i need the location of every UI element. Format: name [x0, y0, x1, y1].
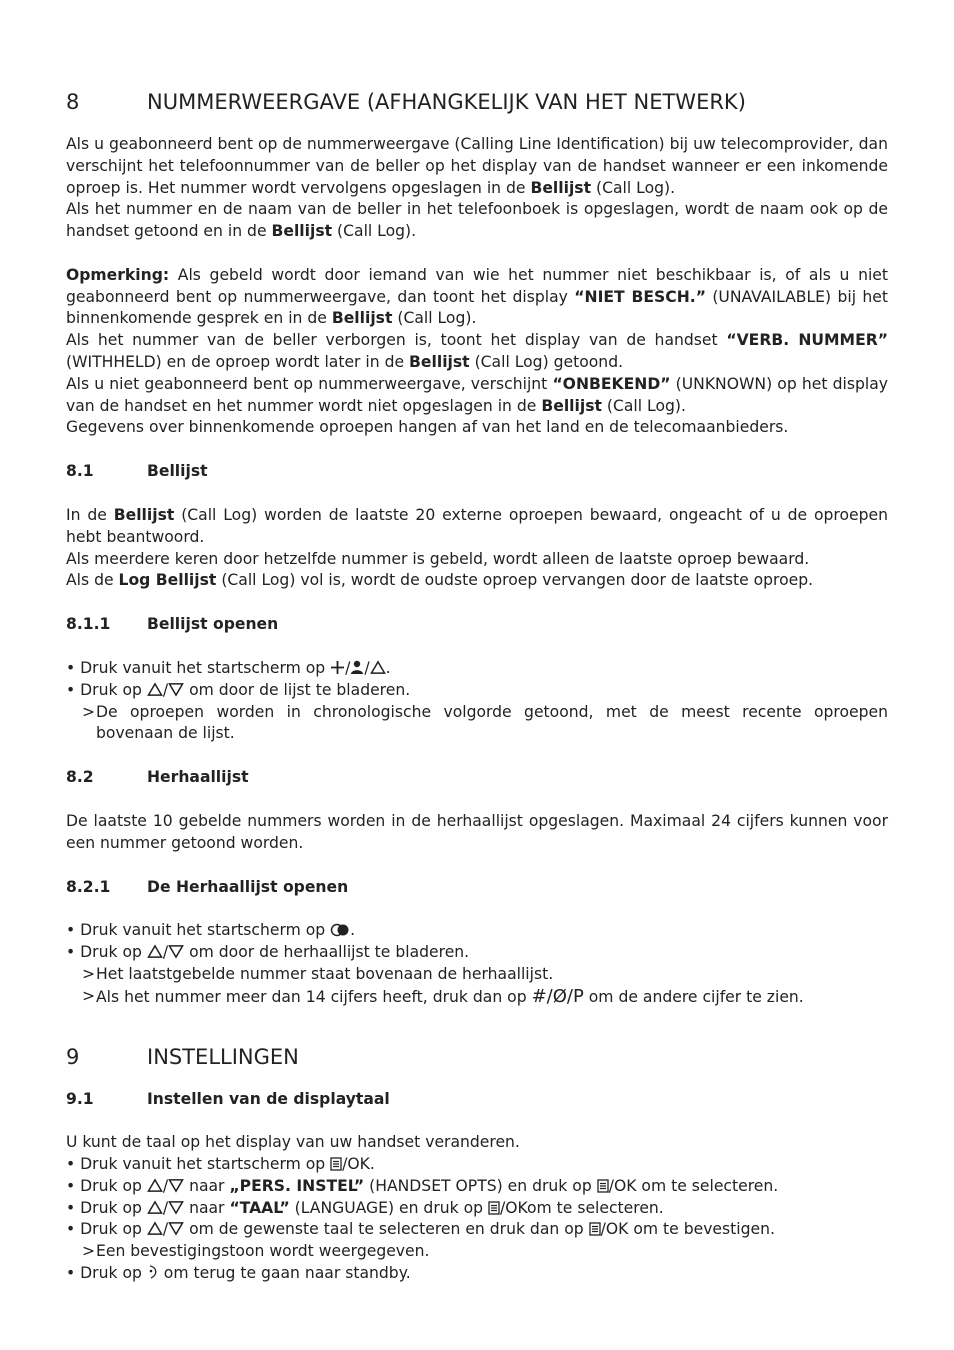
up-arrow-icon: [147, 1221, 163, 1236]
paragraph: In de Bellijst (Call Log) worden de laatste 20 externe oproepen bewaard, ongeacht of u de oproepen hebt beantwoord.: [66, 505, 888, 546]
menu-icon: [597, 1179, 609, 1193]
section-8-heading: [66, 88, 888, 116]
up-arrow-icon: [147, 1200, 163, 1215]
paragraph: De laatste 10 gebelde nummers worden in de herhaallijst opgeslagen. Maximaal 24 cijfers kunnen voor een nummer getoond worden.: [66, 811, 888, 852]
up-arrow-icon: [147, 1178, 163, 1193]
section-9-heading: 9 INSTELLINGEN: [66, 1044, 299, 1069]
section-8-2-heading: 8.2 Herhaallijst: [66, 768, 249, 787]
menu-icon: [330, 1157, 342, 1171]
down-arrow-icon: [168, 944, 184, 959]
down-arrow-icon: [168, 682, 184, 697]
up-arrow-icon: [147, 682, 163, 697]
paragraph: Als u geabonneerd bent op de nummerweergave (Calling Line Identification) bij uw telecomprovider, dan verschijnt het telefoonnummer van de beller op het display van de handset wanneer er een inkomende oproep is. Het nummer wordt vervolgens opgeslagen in de Bellijst (Call Log).: [66, 135, 888, 197]
list-item: • Druk op / om de gewenste taal te selecteren en druk dan op /OK om te bevestigen.: [66, 1220, 775, 1239]
section-8-1-heading: 8.1 Bellijst: [66, 462, 208, 481]
list-item: • Druk op / naar „PERS. INSTEL” (HANDSET OPTS) en druk op /OK om te selecteren.: [66, 1176, 779, 1195]
paragraph: Gegevens over binnenkomende oproepen hangen af van het land en de telecomaanbieders.: [66, 418, 789, 437]
paragraph: Als het nummer en de naam van de beller in het telefoonboek is opgeslagen, wordt de naam ook op de handset getoond en in de Bellijst (Call Log).: [66, 200, 888, 241]
result-line: > Het laatstgebelde nummer staat bovenaan de herhaallijst.: [82, 964, 554, 983]
end-call-icon: [147, 1264, 159, 1280]
note-paragraph: Opmerking: Als gebeld wordt door iemand van wie het nummer niet beschikbaar is, of als u niet geabonneerd bent op nummerweergave, dan toont het display “NIET BESCH.” (UNAVAILABLE) bij het binnenkomende gesprek en in de Bellijst (Call Log).: [66, 265, 889, 328]
list-item: • Druk vanuit het startscherm op /OK.: [66, 1155, 375, 1174]
plus-icon: [330, 660, 345, 675]
result-line: > Als het nummer meer dan 14 cijfers heeft, druk dan op #/Ø/P om de andere cijfer te zien.: [82, 985, 804, 1007]
paragraph: Als de Log Bellijst (Call Log) vol is, wordt de oudste oproep vervangen door de laatste oproep.: [66, 571, 814, 590]
list-item: • Druk op om terug te gaan naar standby.: [66, 1264, 411, 1283]
down-arrow-icon: [168, 1221, 184, 1236]
note-label: Opmerking:: [66, 265, 170, 284]
list-item: • Druk vanuit het startscherm op / / .: [66, 658, 391, 677]
list-item: • Druk op / om door de lijst te bladeren.: [66, 680, 411, 699]
contact-icon: [350, 660, 364, 675]
paragraph: U kunt de taal op het display van uw handset veranderen.: [66, 1133, 520, 1152]
menu-icon: [589, 1222, 601, 1236]
section-8-2-1-heading: 8.2.1 De Herhaallijst openen: [66, 877, 349, 896]
result-line: > De oproepen worden in chronologische volgorde getoond, met de meest recente oproepen bovenaan de lijst.: [82, 702, 888, 743]
menu-icon: [488, 1201, 500, 1215]
section-9-1-heading: 9.1 Instellen van de displaytaal: [66, 1089, 390, 1108]
down-arrow-icon: [168, 1178, 184, 1193]
section-title: NUMMERWEERGAVE (AFHANGKELIJK VAN HET NETWERK): [147, 90, 746, 114]
hash-key: #/Ø/P: [531, 985, 584, 1007]
result-line: > Een bevestigingstoon wordt weergegeven.: [82, 1242, 430, 1261]
section-8-1-1-heading: 8.1.1 Bellijst openen: [66, 615, 279, 634]
down-arrow-icon: [168, 1200, 184, 1215]
list-item: • Druk op / om door de herhaallijst te bladeren.: [66, 943, 470, 962]
section-number: 8: [66, 90, 80, 114]
manual-page: [66, 88, 888, 1285]
list-item: • Druk op / naar “TAAL” (LANGUAGE) en druk op /OKom te selecteren.: [66, 1198, 664, 1217]
up-arrow-icon: [147, 944, 163, 959]
paragraph: Als meerdere keren door hetzelfde nummer is gebeld, wordt alleen de laatste oproep bewaard.: [66, 549, 810, 568]
list-item: • Druk vanuit het startscherm op .: [66, 921, 356, 940]
paragraph: Als het nummer van de beller verborgen is, toont het display van de handset “VERB. NUMMER” (WITHHELD) en de oproep wordt later in de Bellijst (Call Log) getoond.: [66, 331, 888, 371]
paragraph: Als u niet geabonneerd bent op nummerweergave, verschijnt “ONBEKEND” (UNKNOWN) op het display van de handset en het nummer wordt niet opgeslagen in de Bellijst (Call Log).: [66, 374, 888, 415]
up-arrow-icon: [370, 660, 386, 675]
redial-icon: [330, 923, 350, 937]
